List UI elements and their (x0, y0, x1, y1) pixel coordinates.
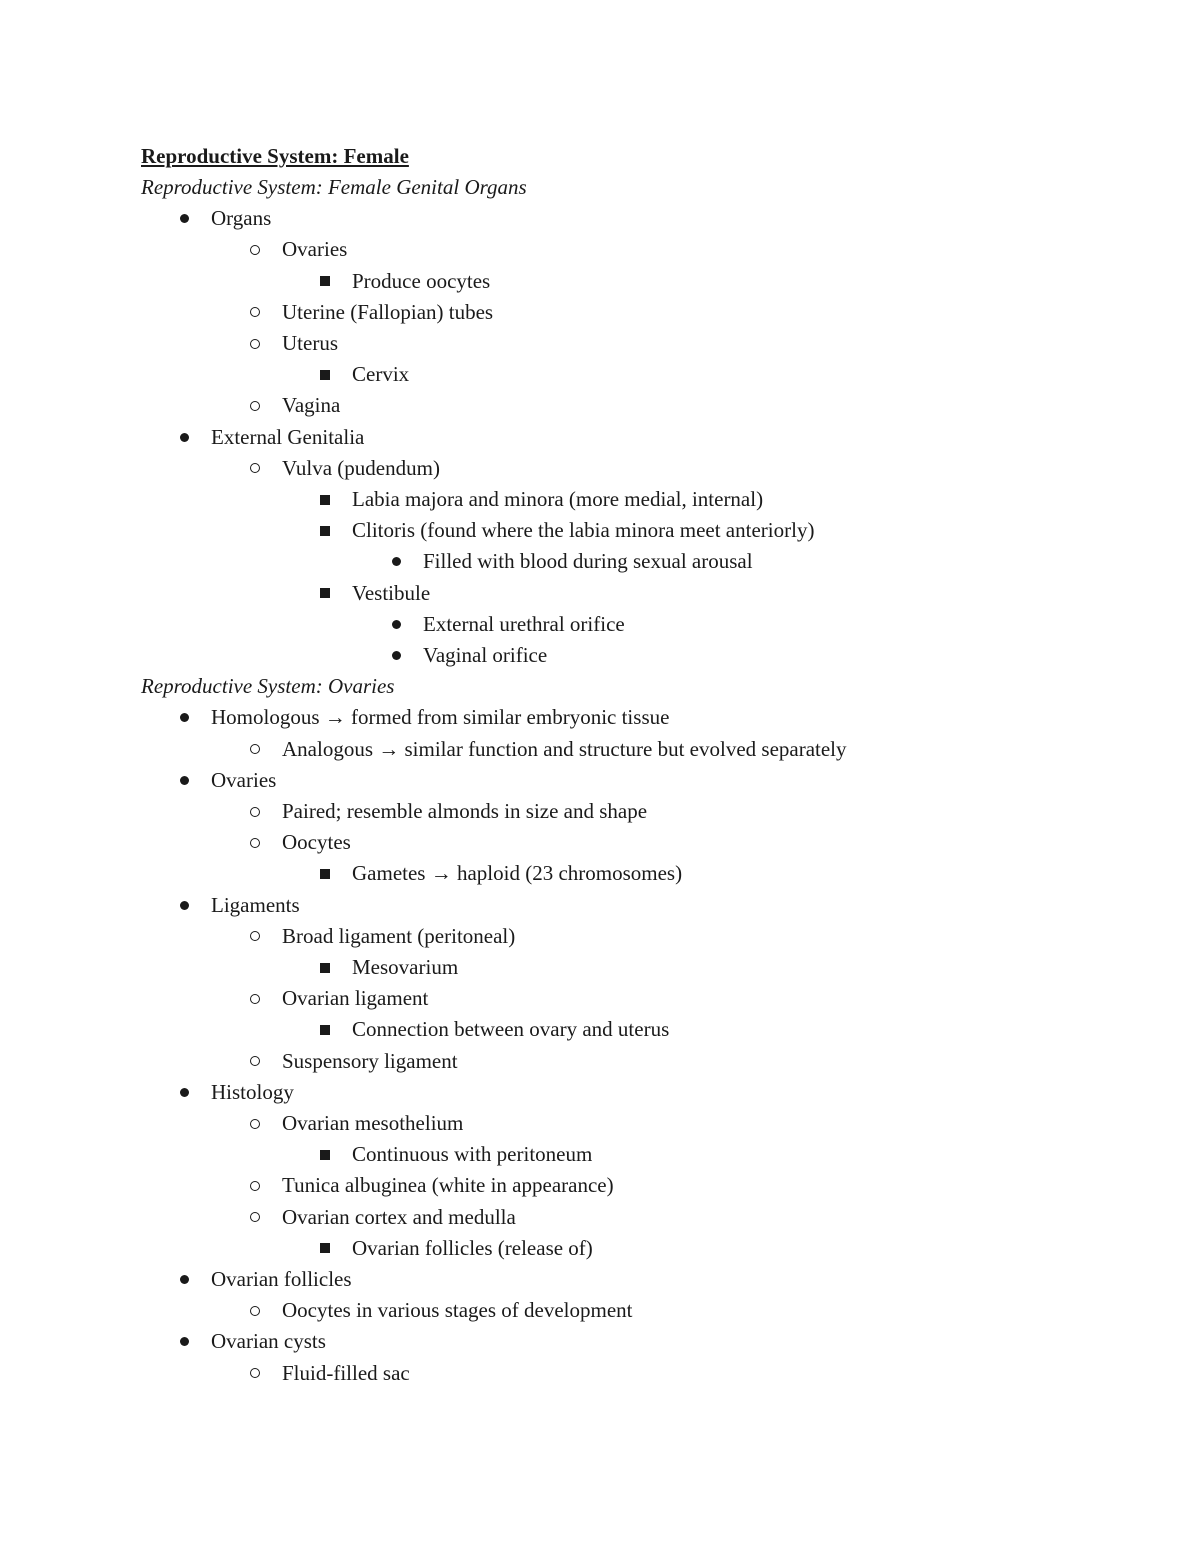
circle-bullet-icon (248, 453, 262, 484)
list-item-text: Ovarian follicles (release of) (352, 1235, 593, 1260)
disc-bullet-icon (177, 1077, 191, 1108)
disc-bullet-icon (177, 1326, 191, 1357)
list-item-text: Ovarian cysts (211, 1329, 326, 1354)
square-bullet-icon (318, 515, 332, 546)
disc-bullet-icon (177, 702, 191, 733)
list-item-text: Oocytes (282, 830, 351, 855)
circle-bullet-icon (248, 390, 262, 421)
disc-bullet-icon (177, 890, 191, 921)
square-bullet-icon (318, 578, 332, 609)
disc-bullet-icon (177, 1264, 191, 1295)
list-item-text: External urethral orifice (423, 611, 625, 636)
square-bullet-icon (318, 1014, 332, 1045)
list-item-text: Filled with blood during sexual arousal (423, 549, 753, 574)
disc-bullet-icon (177, 422, 191, 453)
circle-bullet-icon (248, 796, 262, 827)
square-bullet-icon (318, 484, 332, 515)
list-item-text: Uterus (282, 331, 338, 355)
list-item-text: Vagina (282, 393, 341, 418)
circle-bullet-icon (248, 1202, 262, 1233)
section-heading: Reproductive System: Ovaries (141, 674, 395, 699)
list-item-text: External Genitalia (211, 424, 365, 449)
section-heading: Reproductive System: Female Genital Organs (141, 175, 527, 199)
list-item-text: Vestibule (352, 580, 431, 605)
list-item-text: Produce oocytes (352, 268, 491, 293)
list-item-text: Ovaries (282, 237, 348, 262)
square-bullet-icon (318, 1233, 332, 1264)
list-item-text: Mesovarium (352, 955, 459, 979)
disc-bullet-icon (389, 609, 403, 640)
list-item-text: Oocytes in various stages of development (282, 1298, 633, 1323)
list-item-text: Suspensory ligament (282, 1048, 458, 1073)
list-item-text: Clitoris (found where the labia minora meet anteriorly) (352, 518, 815, 543)
list-item-text: Organs (211, 206, 272, 231)
list-item-text: Connection between ovary and uterus (352, 1017, 670, 1042)
list-item-text: Analogous → similar function and structure but evolved separately (282, 736, 847, 761)
circle-bullet-icon (248, 1295, 262, 1326)
document-title: Reproductive System: Female (141, 144, 409, 168)
list-item-text: Gametes → haploid (23 chromosomes) (352, 861, 683, 886)
list-item-text: Vaginal orifice (423, 643, 548, 667)
circle-bullet-icon (248, 234, 262, 265)
list-item-text: Ovarian follicles (211, 1267, 352, 1291)
disc-bullet-icon (177, 765, 191, 796)
square-bullet-icon (318, 952, 332, 983)
circle-bullet-icon (248, 921, 262, 952)
list-item-text: Continuous with peritoneum (352, 1142, 593, 1167)
circle-bullet-icon (248, 1358, 262, 1389)
list-item-text: Uterine (Fallopian) tubes (282, 299, 494, 324)
list-item-text: Paired; resemble almonds in size and shape (282, 799, 648, 823)
list-item-text: Vulva (pudendum) (282, 455, 440, 480)
square-bullet-icon (318, 359, 332, 390)
list-item-text: Fluid-filled sac (282, 1360, 410, 1385)
circle-bullet-icon (248, 297, 262, 328)
circle-bullet-icon (248, 1108, 262, 1139)
list-item-text: Ovarian cortex and medulla (282, 1204, 516, 1229)
list-item-text: Ovarian ligament (282, 986, 429, 1011)
disc-bullet-icon (389, 640, 403, 671)
circle-bullet-icon (248, 1170, 262, 1201)
list-item-text: Cervix (352, 362, 410, 387)
list-item-text: Broad ligament (peritoneal) (282, 923, 516, 948)
list-item-text: Ovarian mesothelium (282, 1111, 464, 1135)
list-item-text: Ligaments (211, 892, 300, 917)
list-item-text: Homologous → formed from similar embryonic tissue (211, 705, 670, 730)
list-item-text: Labia majora and minora (more medial, internal) (352, 487, 764, 511)
list-item-text: Histology (211, 1079, 294, 1104)
circle-bullet-icon (248, 328, 262, 359)
list-item-text: Tunica albuginea (white in appearance) (282, 1173, 614, 1198)
circle-bullet-icon (248, 827, 262, 858)
disc-bullet-icon (177, 203, 191, 234)
circle-bullet-icon (248, 734, 262, 765)
list-item-text: Ovaries (211, 767, 277, 792)
square-bullet-icon (318, 266, 332, 297)
circle-bullet-icon (248, 983, 262, 1014)
disc-bullet-icon (389, 546, 403, 577)
circle-bullet-icon (248, 1046, 262, 1077)
square-bullet-icon (318, 858, 332, 889)
square-bullet-icon (318, 1139, 332, 1170)
